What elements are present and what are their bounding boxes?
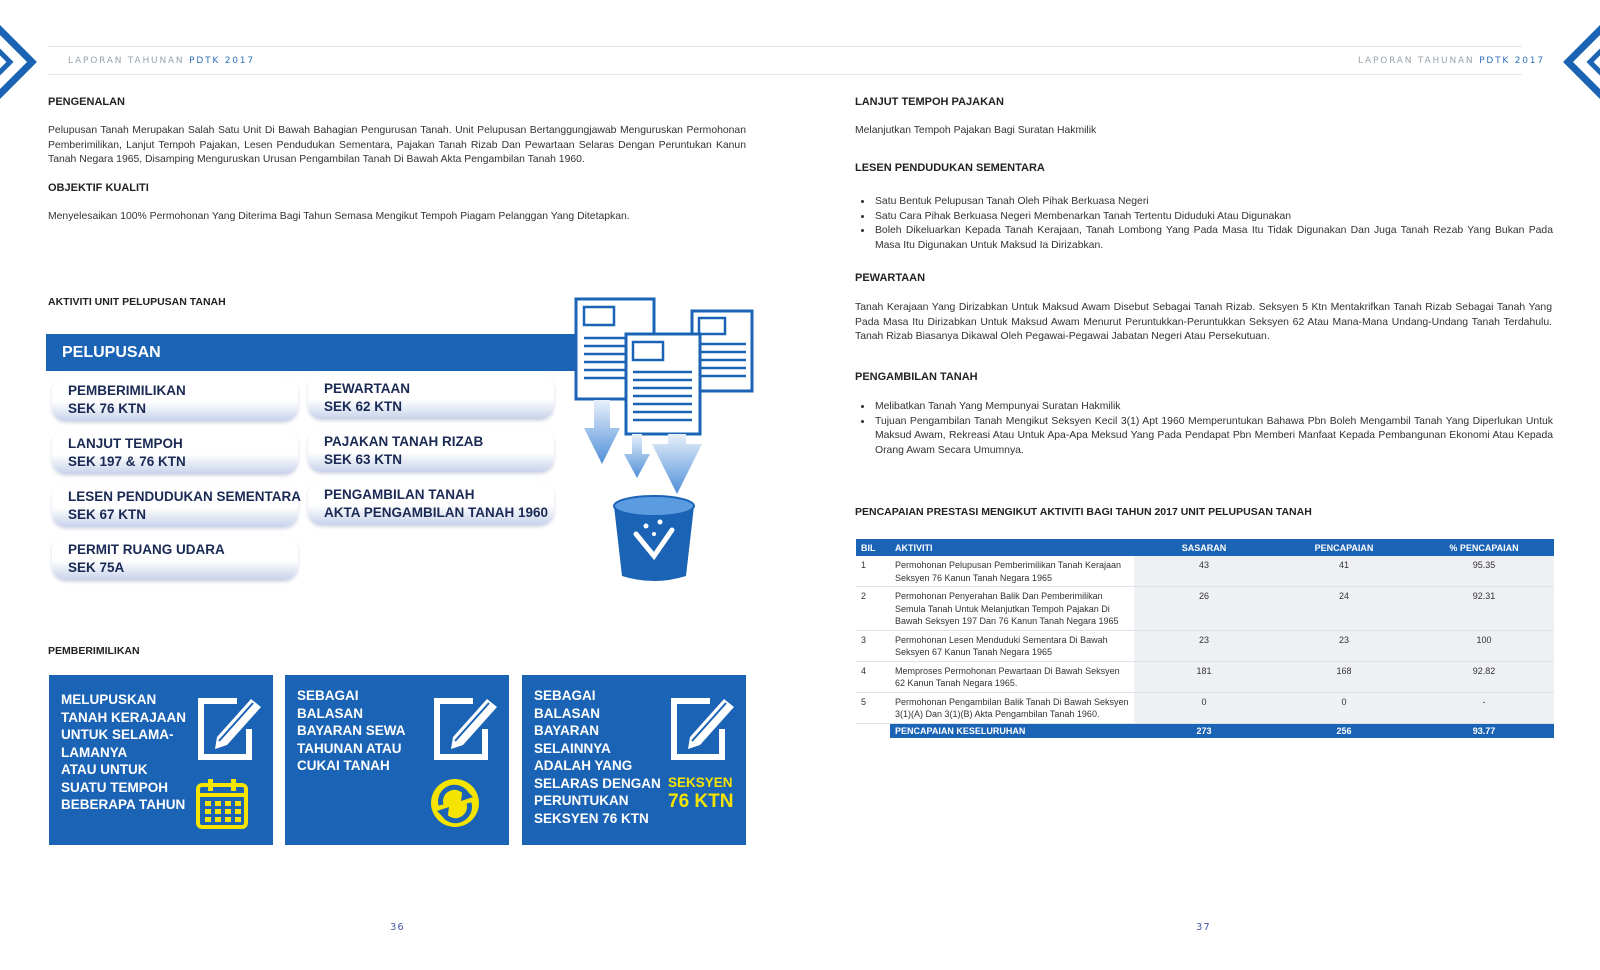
performance-table	[856, 539, 1554, 738]
list-item: • Satu Cara Pihak Berkuasa Negeri Membenarkan Tanah Tertentu Diduduki Atau Digunakan	[873, 210, 1553, 225]
list-item: • Tujuan Pengambilan Tanah Mengikut Seksyen Kecil 3(1) Apt 1960 Memperuntukan Bahawa Pbn Boleh Mengambil Tanah Yang Diperlukan Untuk Maksud Awam, Rekreasi Atau Untuk Apa-Apa Meksud Yang Pada Pendapat Pbn Memberi Manfaat Kepada Pembangunan Ekonomi Atau Kepada Orang Awam Secara Umumnya.	[873, 415, 1553, 459]
cell-pencapaian: 23	[1274, 630, 1414, 661]
section-heading-pemberimilikan: PEMBERIMILIKAN	[48, 645, 140, 657]
activity-item: PEMBERIMILIKAN SEK 76 KTN	[52, 377, 298, 421]
cell-pencapaian: 0	[1274, 692, 1414, 723]
section-heading-aktiviti: AKTIVITI UNIT PELUPUSAN TANAH	[48, 296, 226, 308]
table-heading: PENCAPAIAN PRESTASI MENGIKUT AKTIVITI BAGI TAHUN 2017 UNIT PELUPUSAN TANAH	[855, 506, 1312, 518]
activity-item: PEWARTAAN SEK 62 KTN	[308, 375, 554, 419]
corner-chevron-left	[0, 10, 48, 110]
cell-pencapaian: 24	[1274, 587, 1414, 631]
section-heading-pengambilan: PENGAMBILAN TANAH	[855, 371, 978, 383]
section-heading-pewartaan: PEWARTAAN	[855, 272, 926, 284]
cell-bil: 2	[856, 587, 890, 631]
list-item: • Satu Bentuk Pelupusan Tanah Oleh Pihak Berkuasa Negeri	[873, 195, 1553, 210]
cell-sasaran: 23	[1134, 630, 1274, 661]
edit-icon	[429, 693, 501, 765]
cell-peratus: 92.31	[1414, 587, 1554, 631]
pemberimilikan-box: SEBAGAI BALASAN BAYARAN SELAINNYA ADALAH YANG SELARAS DENGAN PERUNTUKAN SEKSYEN 76 KTN SEKSYEN 76 KTN	[522, 675, 746, 845]
pengambilan-list	[855, 400, 1553, 458]
cycle-arrows-icon	[427, 775, 483, 831]
edit-icon	[193, 693, 265, 765]
page-number-right: 37	[1196, 922, 1211, 933]
list-item: • Melibatkan Tanah Yang Mempunyai Suratan Hakmilik	[873, 400, 1553, 415]
cell-peratus: 100	[1414, 630, 1554, 661]
running-header-left: LAPORAN TAHUNAN PDTK 2017	[68, 56, 255, 66]
seksyen-badge-line2: 76 KTN	[668, 791, 734, 812]
lanjut-body: Melanjutkan Tempoh Pajakan Bagi Suratan Hakmilik	[855, 125, 1097, 136]
section-heading-lesen: LESEN PENDUDUKAN SEMENTARA	[855, 162, 1045, 174]
cell-peratus: 92.82	[1414, 661, 1554, 692]
section-heading-pengenalan: PENGENALAN	[48, 96, 126, 108]
table-row	[856, 587, 1554, 631]
cell-peratus: 95.35	[1414, 556, 1554, 587]
total-label: PENCAPAIAN KESELURUHAN	[890, 723, 1134, 738]
total-sasaran: 273	[1134, 723, 1274, 738]
cell-pencapaian: 168	[1274, 661, 1414, 692]
pemberimilikan-box: SEBAGAI BALASAN BAYARAN SEWA TAHUNAN ATAU CUKAI TANAH	[285, 675, 509, 845]
cell-aktiviti: Memproses Permohonan Pewartaan Di Bawah Seksyen 62 Kanun Tanah Negara 1965.	[890, 661, 1134, 692]
cell-sasaran: 26	[1134, 587, 1274, 631]
activity-item: PAJAKAN TANAH RIZAB SEK 63 KTN	[308, 428, 554, 472]
cell-pencapaian: 41	[1274, 556, 1414, 587]
section-heading-objektif: OBJEKTIF KUALITI	[48, 182, 149, 194]
cell-peratus: -	[1414, 692, 1554, 723]
section-heading-lanjut: LANJUT TEMPOH PAJAKAN	[855, 96, 1004, 108]
col-pencapaian: PENCAPAIAN	[1274, 539, 1414, 556]
activity-item: PERMIT RUANG UDARA SEK 75A	[52, 536, 298, 580]
lesen-list	[855, 195, 1553, 253]
col-peratus: % PENCAPAIAN	[1414, 539, 1554, 556]
table-header-row	[856, 539, 1554, 556]
cell-sasaran: 43	[1134, 556, 1274, 587]
cell-bil: 5	[856, 692, 890, 723]
cell-bil: 1	[856, 556, 890, 587]
activity-item: LESEN PENDUDUKAN SEMENTARA SEK 67 KTN	[52, 483, 298, 527]
page-number-left: 36	[390, 922, 405, 933]
total-pencapaian: 256	[1274, 723, 1414, 738]
disposal-illustration	[570, 294, 756, 590]
list-item: • Boleh Dikeluarkan Kepada Tanah Kerajaan, Tanah Lombong Yang Pada Masa Itu Tidak Digunakan Dan Juga Tanah Rezab Yang Bukan Pada Masa Itu Digunakan Untuk Maksud Ia Dirizabkan.	[873, 224, 1553, 253]
cell-aktiviti: Permohonan Penyerahan Balik Dan Pemberimilikan Semula Tanah Untuk Melanjutkan Tempoh Pajakan Di Bawah Seksyen 197 Dan 76 Kanun Tanah Negara 1965	[890, 587, 1134, 631]
col-sasaran: SASARAN	[1134, 539, 1274, 556]
objektif-body: Menyelesaikan 100% Permohonan Yang Diterima Bagi Tahun Semasa Mengikut Tempoh Piagam Pelanggan Yang Ditetapkan.	[48, 211, 630, 222]
bin-icon	[614, 496, 694, 581]
table-row	[856, 630, 1554, 661]
running-header-right: LAPORAN TAHUNAN PDTK 2017	[1358, 56, 1545, 66]
pewartaan-body: Tanah Kerajaan Yang Dirizabkan Untuk Maksud Awam Disebut Sebagai Tanah Rizab. Seksyen 5 Ktn Mentakrifkan Tanah Rizab Sebagai Tanah Yang Pada Masa Itu Dirizabkan Untuk Maksud Awam Menurut Peruntukkan-Peruntukkan Seksyen 62 Atau Mana-Mana Undang-Undang Tanah Terdahulu. Tanah Rizab Biasanya Dikawal Oleh Pegawai-Pegawai Jabatan Negeri Atau Persekutuan.	[855, 302, 1552, 342]
activity-item: LANJUT TEMPOH SEK 197 & 76 KTN	[52, 430, 298, 474]
calendar-icon	[195, 777, 251, 831]
cell-sasaran: 0	[1134, 692, 1274, 723]
pemberimilikan-box: MELUPUSKAN TANAH KERAJAAN UNTUK SELAMA- LAMANYA ATAU UNTUK SUATU TEMPOH BEBERAPA TAHUN	[49, 675, 273, 845]
total-peratus: 93.77	[1414, 723, 1554, 738]
edit-icon	[666, 693, 738, 765]
table-row	[856, 692, 1554, 723]
pelupusan-band: PELUPUSAN	[46, 334, 575, 371]
corner-chevron-right	[1552, 10, 1600, 110]
cell-sasaran: 181	[1134, 661, 1274, 692]
activity-item: PENGAMBILAN TANAH AKTA PENGAMBILAN TANAH 1960	[308, 481, 554, 525]
pengenalan-body: Pelupusan Tanah Merupakan Salah Satu Unit Di Bawah Bahagian Pengurusan Tanah. Unit Pelupusan Bertanggungjawab Menguruskan Permohonan Pemberimilikan, Lanjut Tempoh Pajakan, Lesen Pendudukan Sementara, Pajakan Tanah Rizab Dan Pewartaan Selaras Dengan Peruntukan Kanun Tanah Negara 1965, Disamping Menguruskan Urusan Pengambilan Tanah Di Bawah Akta Pengambilan Tanah 1960.	[48, 125, 746, 165]
table-row	[856, 661, 1554, 692]
cell-aktiviti: Permohonan Pelupusan Pemberimilikan Tanah Kerajaan Seksyen 76 Kanun Tanah Negara 1965	[890, 556, 1134, 587]
col-aktiviti: AKTIVITI	[890, 539, 1134, 556]
cell-bil: 3	[856, 630, 890, 661]
table-row	[856, 556, 1554, 587]
table-total-row	[856, 723, 1554, 738]
cell-aktiviti: Permohonan Pengambilan Balik Tanah Di Bawah Seksyen 3(1)(A) Dan 3(1)(B) Akta Pengambilan Tanah 1960.	[890, 692, 1134, 723]
cell-aktiviti: Permohonan Lesen Menduduki Sementara Di Bawah Seksyen 67 Kanun Tanah Negara 1965	[890, 630, 1134, 661]
seksyen-badge-line1: SEKSYEN	[668, 775, 733, 790]
cell-bil: 4	[856, 661, 890, 692]
col-bil: BIL	[856, 539, 890, 556]
